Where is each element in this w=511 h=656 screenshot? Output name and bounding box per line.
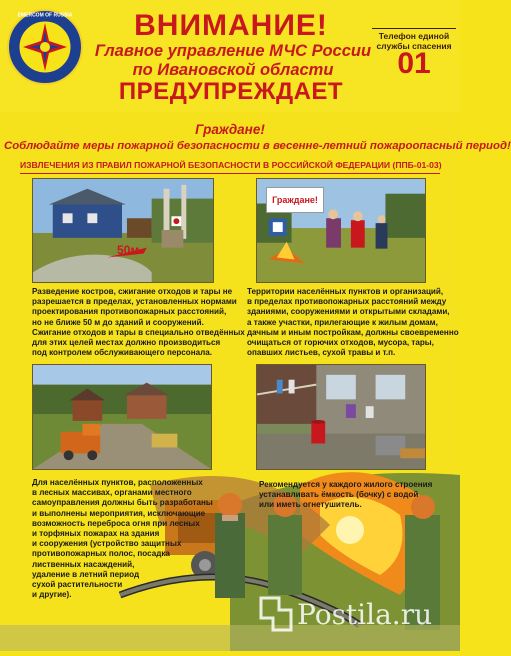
warns-title: ПРЕДУПРЕЖДАЕТ — [118, 78, 344, 105]
caption-line: зданиями, сооружениями и открытыми складами, — [247, 307, 450, 317]
caption-line: Разведение костров, сжигание отходов и тары не — [32, 287, 233, 296]
phone-number: 01 — [397, 47, 431, 80]
caption-line: лиственных насаждений, — [32, 559, 135, 569]
phone-label-line-2: службы спасения — [376, 41, 452, 51]
caption-line: и сооружения (устройство защитных — [32, 539, 182, 549]
caption-line: или иметь огнетушитель. — [259, 500, 362, 510]
caption-line: проектирования противопожарных расстояний, — [32, 307, 227, 317]
appeal-heading: Граждане! — [195, 122, 265, 137]
caption-line: разрешается в пределах, установленных нормами — [32, 297, 237, 307]
attention-title: ВНИМАНИЕ! — [134, 9, 328, 42]
caption-line: устанавливать ёмкость (бочку) с водой — [259, 490, 419, 500]
caption-line: самоуправления должны быть разработаны — [32, 498, 213, 508]
citizens-sign: Граждане! — [266, 187, 324, 213]
caption-line: противопожарных полос, посадка — [32, 549, 170, 559]
caption-line: дачным и иным постройкам, должны своевременно — [247, 327, 459, 337]
org-line-1: Главное управление МЧС России — [94, 42, 372, 60]
caption-line: для этих целей местах должно производиться — [32, 338, 221, 348]
caption-line: под контролем обслуживающего персонала. — [32, 348, 213, 358]
caption-line: Территории населённых пунктов и организаций, — [247, 287, 444, 296]
caption-line: сухой растительности — [32, 580, 123, 590]
caption-line: и другие). — [32, 590, 72, 600]
postila-watermark — [255, 590, 460, 638]
caption-line: возможность переброса огня при лесных — [32, 518, 200, 528]
caption-line: но не ближе 50 м до зданий и сооружений. — [32, 317, 204, 327]
caption-line: и выполнены мероприятия, исключающие — [32, 508, 206, 518]
caption-line: удаление в летний период — [32, 569, 140, 579]
caption-line: опавших листьев, сухой травы и т.п. — [247, 348, 396, 358]
watermark-text: Postila.ru — [297, 598, 433, 631]
postila-logo-icon — [261, 598, 291, 630]
caption-bonfire — [32, 287, 245, 358]
caption-line: в лесных массивах, органами местного — [32, 488, 192, 498]
appeal-text: Соблюдайте меры пожарной безопасности в весенне-летний пожароопасный период! — [4, 140, 511, 152]
rules-extract-title: ИЗВЛЕЧЕНИЯ ИЗ ПРАВИЛ ПОЖАРНОЙ БЕЗОПАСНОСТИ В РОССИЙСКОЙ ФЕДЕРАЦИИ (ППБ-01-03) — [20, 160, 440, 174]
caption-line: Для населённых пунктов, расположенных — [32, 478, 203, 487]
org-line-2: по Ивановской области — [132, 61, 334, 79]
caption-line: Рекомендуется у каждого жилого строения — [259, 480, 433, 489]
emercom-emblem — [6, 8, 84, 86]
caption-territory — [247, 287, 459, 358]
caption-water-barrel — [259, 480, 432, 511]
photo-bonfire-distance — [32, 178, 214, 283]
emblem-text: EMERCOM OF RUSSIA — [17, 12, 73, 19]
caption-line: в пределах противопожарных расстояний между — [247, 297, 447, 307]
caption-line: Сжигание отходов и тары в специально отведённых — [32, 327, 245, 337]
caption-line: а также участки, прилегающие к жилым домам, — [247, 317, 438, 327]
caption-line: и торфяных пожарах на здания — [32, 529, 160, 539]
caption-line: очищаться от горючих отходов, мусора, тары, — [247, 338, 434, 348]
caption-forest-villages — [32, 478, 213, 600]
distance-label: 50м — [117, 243, 140, 257]
phone-label-line-1: Телефон единой — [378, 31, 450, 41]
org-title — [88, 42, 378, 80]
